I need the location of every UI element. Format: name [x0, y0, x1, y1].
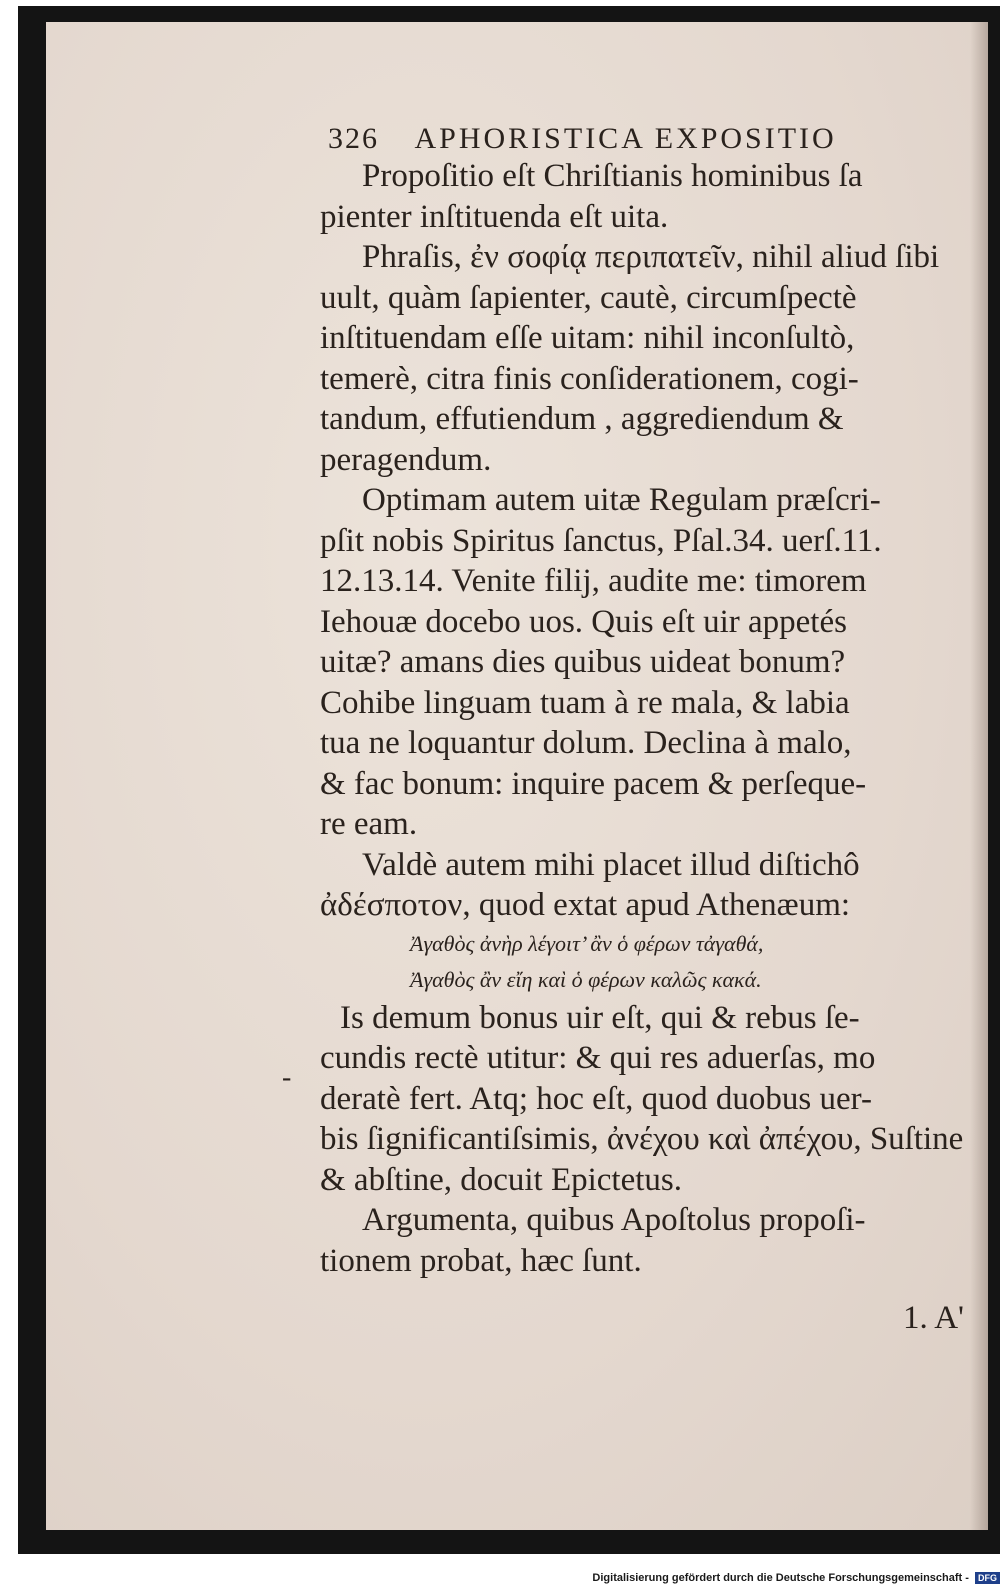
digitization-footer: [592, 1572, 1000, 1589]
greek-verse-line: Ἀγαθὸς ἂν εἴη καὶ ὁ φέρων καλῶς κακά.: [410, 966, 762, 992]
text-line: deratè fert. Atq; hoc eſt, quod duobus uer-: [320, 1080, 872, 1117]
text-line: tionem probat, hæc ſunt.: [320, 1242, 642, 1279]
text-line: tua ne loquantur dolum. Declina à malo,: [320, 725, 852, 761]
text-line: 12.13.14. Venite filij, audite me: timorem: [320, 563, 867, 599]
text-line: Valdè autem mihi placet illud diſtichô: [362, 846, 860, 883]
text-line: Cohibe linguam tuam à re mala, & labia: [320, 684, 850, 721]
catchword: 1. A': [903, 1300, 964, 1336]
text-line: pienter inſtituenda eſt uita.: [320, 198, 669, 235]
page-number: 326: [328, 122, 379, 155]
text-line: re eam.: [320, 806, 418, 842]
margin-mark: -: [282, 1062, 292, 1093]
text-line: Argumenta, quibus Apoſtolus propoſi-: [362, 1202, 866, 1238]
book-page: [46, 22, 988, 1530]
text-line: tandum, effutiendum , aggrediendum &: [320, 401, 844, 437]
text-line: cundis rectè utitur: & qui res aduerſas, mo: [320, 1040, 876, 1076]
text-line: Is demum bonus uir eſt, qui & rebus ſe-: [340, 999, 860, 1036]
text-line: peragendum.: [320, 441, 492, 478]
greek-verse-line: Ἀγαθὸς ἀνὴρ λέγοιτ’ ἂν ὁ φέρων τἀγαθά,: [410, 930, 764, 956]
text-line: & fac bonum: inquire pacem & perſeque-: [320, 765, 867, 802]
text-line: bis ſignificantiſsimis, ἀνέχου καὶ ἀπέχου, Suſtine: [320, 1121, 964, 1157]
running-title: APHORISTICA EXPOSITIO: [414, 122, 837, 155]
text-line: Iehouæ docebo uos. Quis eſt uir appetés: [320, 603, 847, 640]
text-line: inſtituendam eſſe uitam: nihil inconſultò,: [320, 320, 855, 356]
body-text: [320, 156, 970, 1281]
dfg-logo: DFG: [975, 1572, 1000, 1584]
text-line: ἀδέσποτον, quod extat apud Athenæum:: [320, 887, 851, 923]
text-line: Optimam autem uitæ Regulam præſcri-: [362, 482, 881, 518]
text-line: temerè, citra finis conſiderationem, cogi-: [320, 360, 859, 397]
text-line: Propoſitio eſt Chriſtianis hominibus ſa: [362, 158, 863, 194]
text-line: uult, quàm ſapienter, cautè, circumſpectè: [320, 279, 857, 316]
text-line: Phraſis, ἐν σοφίᾳ περιπατεῖν, nihil aliud ſibi: [362, 239, 940, 275]
page-edge-shadow: [970, 22, 988, 1530]
footer-text: Digitalisierung gefördert durch die Deutsche Forschungsgemeinschaft -: [592, 1572, 969, 1584]
text-line: pſit nobis Spiritus ſanctus, Pſal.34. uerſ.11.: [320, 522, 882, 559]
text-line: uitæ? amans dies quibus uideat bonum?: [320, 644, 846, 680]
text-line: & abſtine, docuit Epictetus.: [320, 1161, 683, 1198]
